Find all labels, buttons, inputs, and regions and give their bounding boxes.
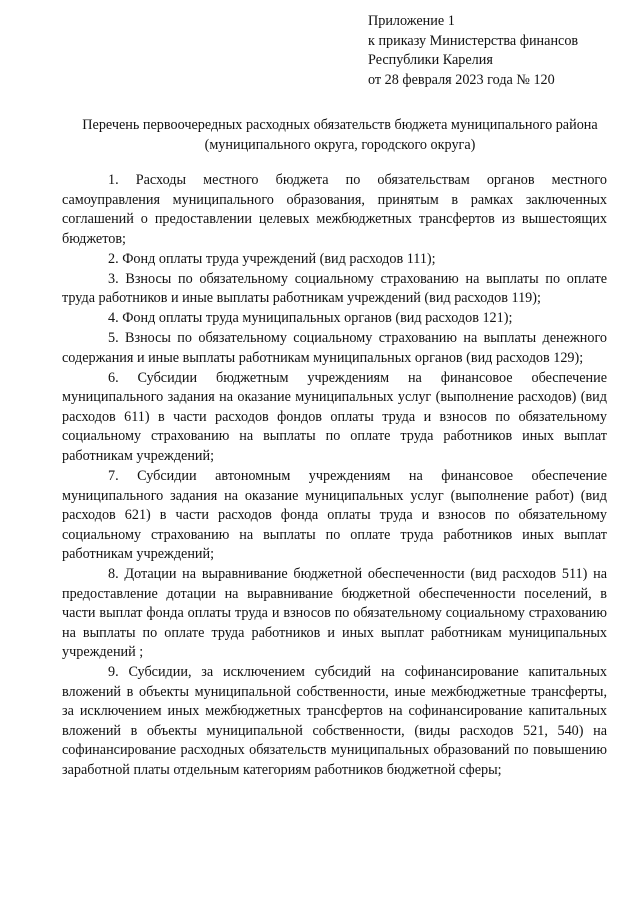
document-body (62, 171, 607, 781)
list-item: 4. Фонд оплаты труда муниципальных органов (вид расходов 121); (108, 310, 513, 327)
list-item: 3. Взносы по обязательному социальному страхованию на выплаты по оплате труда работников и иные выплаты работникам учреждений (вид расходов 119); (62, 270, 607, 307)
list-item: 6. Субсидии бюджетным учреждениям на финансовое обеспечение муниципального задания на оказание муниципальных услуг (выполнение расходов) (вид расходов 611) в части расходов фондов оплаты труда и взносов по обязательному социальному страхованию на выплаты по оплате труда работников иных выплат работникам учреждений; (62, 369, 607, 464)
appendix-line: к приказу Министерства финансов (368, 32, 579, 49)
list-item: 7. Субсидии автономным учреждениям на финансовое обеспечение муниципального задания на оказание муниципальных услуг (выполнение работ) (вид расходов 621) в части расходов фонда оплаты труда и взносов по обязательному социальному страхованию на выплаты по оплате труда работников иных выплат работникам учреждений; (62, 468, 607, 563)
list-item: 2. Фонд оплаты труда учреждений (вид расходов 111); (108, 250, 436, 267)
document-title: Перечень первоочередных расходных обязательств бюджета муниципального района (муниципального округа, городского округа) (82, 117, 598, 153)
appendix-line: Приложение 1 (368, 13, 455, 29)
appendix-header (368, 12, 628, 90)
list-item: 1. Расходы местного бюджета по обязательствам органов местного самоуправления муниципального образования, принятым в рамках заключенных соглашений о предоставлении целевых межбюджетных трансфертов из вышестоящих бюджетов; (62, 172, 607, 247)
list-item: 9. Субсидии, за исключением субсидий на софинансирование капитальных вложений в объекты муниципальной собственности, иные межбюджетные трансферты, за исключением иных межбюджетных трансфертов на софинансирование капитальных вложений в объекты муниципальной собственности, (виды расходов 521, 540) на софинансирование расходных обязательств муниципальных образований по повышению заработной платы отдельным категориям работников бюджетной сферы; (62, 664, 607, 778)
appendix-line: от 28 февраля 2023 года № 120 (368, 71, 555, 88)
list-item: 5. Взносы по обязательному социальному страхованию на выплаты денежного содержания и иные выплаты работникам муниципальных органов (вид расходов 129); (62, 330, 607, 366)
list-item: 8. Дотации на выравнивание бюджетной обеспеченности (вид расходов 511) на предоставление дотации на выравнивание бюджетной обеспеченности поселений, в части выплат фонда оплаты труда и взносов по обязательному социальному страхованию на выплаты по оплате труда работников и иных выплат работникам муниципальных учреждений ; (62, 566, 607, 661)
appendix-line: Республики Карелия (368, 52, 493, 68)
